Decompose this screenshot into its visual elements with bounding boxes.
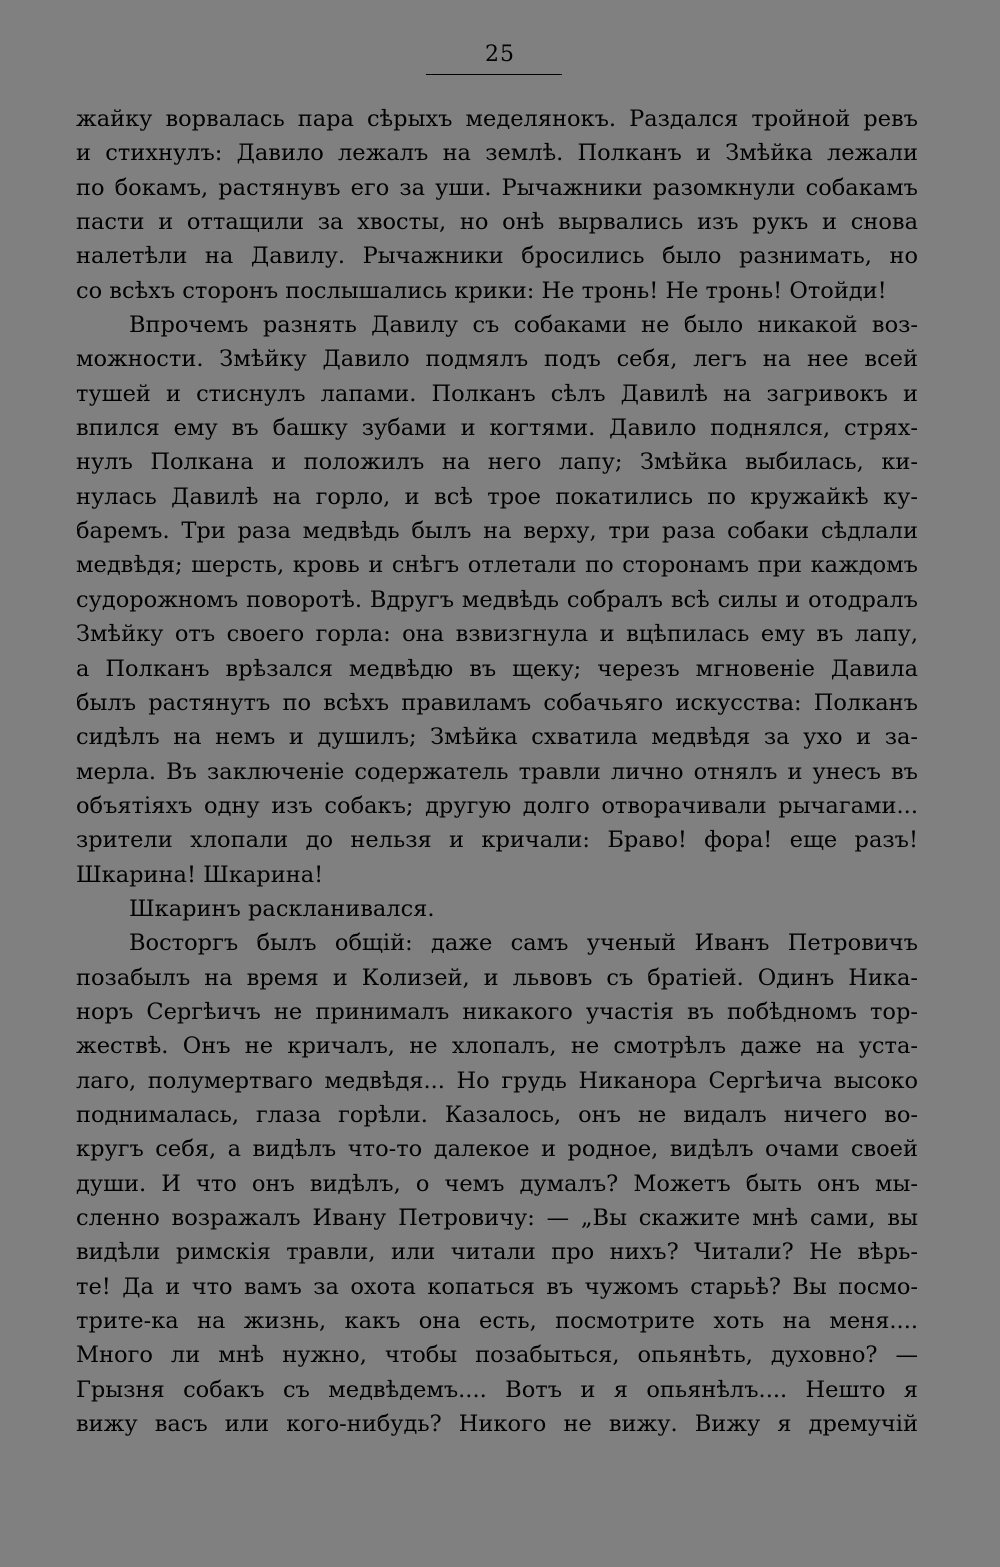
text-line: те! Да и что вамъ за охота копаться въ чужомъ старьѣ? Вы посмо- bbox=[76, 1273, 918, 1300]
text-line: пасти и оттащили за хвосты, но онѣ вырвались изъ рукъ и снова bbox=[76, 209, 918, 236]
text-line: нулась Давилѣ на горло, и всѣ трое покатились по кружайкѣ ку- bbox=[76, 483, 918, 510]
text-line: медвѣдя; шерсть, кровь и снѣгъ отлетали по сторонамъ при каждомъ bbox=[76, 552, 918, 579]
text-line: впился ему въ башку зубами и когтями. Давило поднялся, стрях- bbox=[76, 415, 918, 442]
text-line: души. И что онъ видѣлъ, о чемъ думалъ? Можетъ быть онъ мы- bbox=[76, 1170, 918, 1197]
text-line: баремъ. Три раза медвѣдь былъ на верху, три раза собаки сѣдлали bbox=[76, 518, 918, 545]
body-text bbox=[76, 102, 918, 1441]
text-line: нулъ Полкана и положилъ на него лапу; Змѣйка выбилась, ки- bbox=[76, 449, 918, 476]
text-line: сидѣлъ на немъ и душилъ; Змѣйка схватила медвѣдя за ухо и за- bbox=[76, 724, 918, 751]
text-line: трите-ка на жизнь, какъ она есть, посмотрите хоть на меня.... bbox=[76, 1308, 918, 1335]
text-line: объятіяхъ одну изъ собакъ; другую долго отворачивали рычагами... bbox=[76, 792, 918, 819]
text-line: Впрочемъ разнять Давилу съ собаками не было никакой воз- bbox=[129, 312, 918, 339]
text-line: Шкаринъ раскланивался. bbox=[129, 895, 435, 922]
text-line: со всѣхъ сторонъ послышались крики: Не тронь! Не тронь! Отойди! bbox=[76, 277, 887, 304]
text-line: жайку ворвалась пара сѣрыхъ меделянокъ. Раздался тройной ревъ bbox=[76, 106, 918, 132]
text-line: зрители хлопали до нельзя и кричали: Браво! фора! еще разъ! bbox=[76, 827, 918, 854]
text-line: позабылъ на время и Колизей, и львовъ съ братіей. Одинъ Ника- bbox=[76, 964, 918, 991]
text-line: Змѣйку отъ своего горла: она взвизгнула и вцѣпилась ему въ лапу, bbox=[76, 621, 918, 648]
text-line: а Полканъ врѣзался медвѣдю въ щеку; черезъ мгновеніе Давила bbox=[76, 655, 918, 682]
text-line: былъ растянутъ по всѣхъ правиламъ собачьяго искусства: Полканъ bbox=[76, 689, 918, 716]
text-line: жествѣ. Онъ не кричалъ, не хлопалъ, не смотрѣлъ даже на уста- bbox=[76, 1033, 918, 1060]
text-line: видѣли римскія травли, или читали про нихъ? Читали? Не вѣрь- bbox=[76, 1239, 918, 1266]
text-line: по бокамъ, растянувъ его за уши. Рычажники разомкнули собакамъ bbox=[76, 174, 918, 201]
text-line: Восторгъ былъ общій: даже самъ ученый Иванъ Петровичъ bbox=[129, 930, 918, 957]
text-line: и стихнулъ: Давило лежалъ на землѣ. Полканъ и Змѣйка лежали bbox=[76, 140, 918, 167]
text-line: норъ Сергѣичъ не принималъ никакого участія въ побѣдномъ тор- bbox=[76, 998, 918, 1025]
text-line: Шкарина! Шкарина! bbox=[76, 861, 324, 888]
text-line: можности. Змѣйку Давило подмялъ подъ себя, легъ на нее всей bbox=[76, 346, 918, 373]
text-line: поднималась, глаза горѣли. Казалось, онъ не видалъ ничего во- bbox=[76, 1101, 918, 1128]
text-line: вижу васъ или кого-нибудь? Никого не вижу. Вижу я дремучій bbox=[76, 1411, 918, 1438]
text-line: мерла. Въ заключеніе содержатель травли лично отнялъ и унесъ въ bbox=[76, 758, 918, 785]
text-line: Грызня собакъ съ медвѣдемъ.... Вотъ и я опьянѣлъ.... Нешто я bbox=[76, 1376, 918, 1403]
text-line: судорожномъ поворотѣ. Вдругъ медвѣдь собралъ всѣ силы и отодралъ bbox=[76, 586, 918, 613]
text-line: кругъ себя, а видѣлъ что-то далекое и родное, видѣлъ очами своей bbox=[76, 1136, 918, 1163]
page-number: 25 bbox=[485, 42, 515, 67]
text-line: сленно возражалъ Ивану Петровичу: — „Вы скажите мнѣ сами, вы bbox=[76, 1205, 918, 1231]
text-line: тушей и стиснулъ лапами. Полканъ сѣлъ Давилѣ на загривокъ и bbox=[76, 380, 918, 407]
header-rule bbox=[426, 74, 562, 75]
text-line: лаго, полумертваго медвѣдя... Но грудь Никанора Сергѣича высоко bbox=[76, 1067, 918, 1094]
text-line: налетѣли на Давилу. Рычажники бросились было разнимать, но bbox=[76, 243, 918, 270]
text-line: Много ли мнѣ нужно, чтобы позабыться, опьянѣть, духовно? — bbox=[76, 1342, 918, 1369]
